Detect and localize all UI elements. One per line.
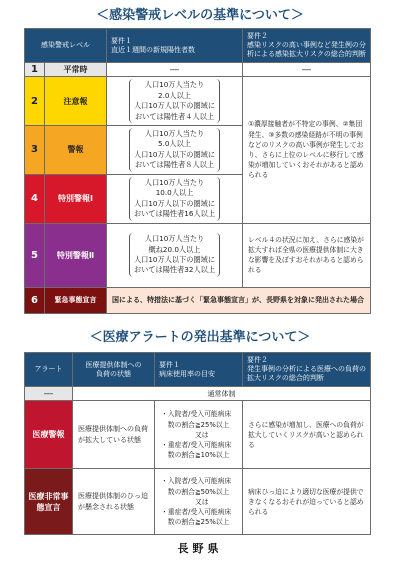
header-req2: 要件２ 感染リスクの高い事例など発生例の分析による感染拡大リスクの総合的判断: [243, 29, 371, 63]
alert-state: 医療提供体制のひっ迫が懸念される状態: [73, 469, 155, 535]
level-name: 特別警報Ⅰ: [45, 174, 107, 223]
alert-row-medical-emergency: [25, 469, 371, 535]
alert-row-normal: [25, 387, 371, 401]
level-row-6: [25, 287, 371, 313]
level-name: 警報: [45, 126, 107, 175]
level-number: 4: [25, 174, 45, 223]
alert-row-medical-warning: [25, 401, 371, 469]
level-row-2: [25, 77, 371, 126]
level-condition: 人口10万人当たり 2.0人以上 人口10万人以下の圏域に おいては陽性者４人以上: [129, 79, 220, 123]
alert-name: 医療非常事態宣言: [25, 469, 73, 535]
level-number: 1: [25, 63, 45, 77]
level-condition: 国による、特措法に基づく「緊急事態宣言」が、長野県を対象に発出された場合: [107, 287, 371, 313]
level-name: 平常時: [45, 63, 107, 77]
alert-state: 医療提供体制への負荷が拡大している状態: [73, 401, 155, 469]
title-medical-alert-criteria: ＜医療アラートの発出基準について＞: [89, 330, 311, 345]
header-alert: アラート: [25, 353, 73, 387]
alert-req1: ・入院者/受入可能病床 数の割合≧25%以上 又は ・重症者/受入可能病床 数の割合≧10%以上: [155, 401, 243, 469]
level-row-1: [25, 63, 371, 77]
header-req1: 要件１ 直近１週間の新規陽性者数: [107, 29, 243, 63]
footer-prefecture-name: 長野県: [177, 542, 223, 555]
alert-name: 医療警報: [25, 401, 73, 469]
alert-req2: さらに感染が増加し、医療への負荷が拡大していくリスクが高いと認められる: [243, 401, 371, 469]
medical-alert-table: [24, 352, 371, 535]
level-number: 3: [25, 126, 45, 175]
header-level: 感染警戒レベル: [25, 29, 107, 63]
level-req2: ―: [243, 63, 371, 77]
level-row-5: [25, 223, 371, 287]
level-name: 緊急事態宣言: [45, 287, 107, 313]
level-condition: 人口10万人当たり 概ね20.0人以上 人口10万人以下の圏域に おいては陽性者32人以上: [129, 233, 220, 277]
level-name: 特別警報Ⅱ: [45, 223, 107, 287]
alert-normal-text: 通常体制: [73, 387, 371, 401]
alert-name: ―: [25, 387, 73, 401]
level-name: 注意報: [45, 77, 107, 126]
level-req2-group2: レベル４の状況に加え、さらに感染が拡大すれば全県の医療提供体制に大きな影響を及ぼすおそれがあると認められる: [243, 223, 371, 287]
header-req1: 要件１ 病床使用率の目安: [155, 353, 243, 387]
header-state: 医療提供体制への 負荷の状態: [73, 353, 155, 387]
infection-alert-level-table: [24, 28, 371, 314]
alert-req1: ・入院者/受入可能病床 数の割合≧50%以上 又は ・重症者/受入可能病床 数の割合≧25%以上: [155, 469, 243, 535]
level-req2-group1: ①濃厚接触者が不特定の事例、②集団発生、③多数の感染経路が不明の事例などのリスクの高い事例が発生しており、さらに上位のレベルに移行して感染が増加していくおそれがあると認められる: [243, 77, 371, 223]
level-number: 6: [25, 287, 45, 313]
level-condition: ―: [107, 63, 243, 77]
alert-req2: 病床ひっ迫により適切な医療が提供できなくなるおそれが迫っていると認められる: [243, 469, 371, 535]
level-number: 5: [25, 223, 45, 287]
level-condition: 人口10万人当たり 10.0人以上 人口10万人以下の圏域に おいては陽性者16人以上: [129, 177, 220, 221]
level-number: 2: [25, 77, 45, 126]
level-condition: 人口10万人当たり 5.0人以上 人口10万人以下の圏域に おいては陽性者８人以上: [129, 128, 220, 172]
title-infection-alert-levels: ＜感染警戒レベルの基準について＞: [96, 8, 304, 23]
header-req2: 要件２ 発生事例の分析による医療への負荷の拡大リスクの総合的判断: [243, 353, 371, 387]
